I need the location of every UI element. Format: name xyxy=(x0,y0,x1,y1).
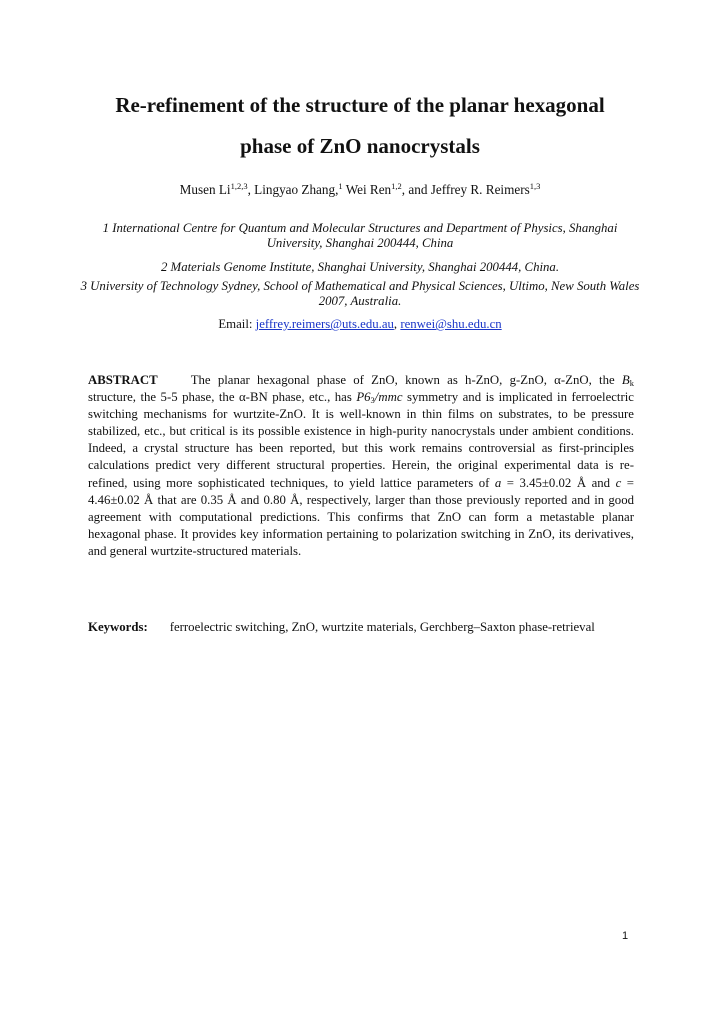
abstract-text: The planar hexagonal phase of ZnO, known as h-ZnO, g-ZnO, α-ZnO, the xyxy=(190,373,622,387)
abstract-var-a: a xyxy=(494,475,502,490)
abstract-var-c: c xyxy=(615,475,622,490)
abstract-space-group-subscript: 3 xyxy=(370,395,375,406)
page-number: 1 xyxy=(622,930,629,942)
abstract-text: symmetry and is implicated in ferroelectric switching mechanisms for wurtzite-ZnO. It is well-known in thin films on substrates, to be pressure stabilized, etc., but critical is its possible existence in high-purity nanocrystals under ambient conditions. Indeed, a crystal structure has been reported, but this work remains controversial as first-principles calculations predict very different structural properties. Herein, the original experimental data is re-refined, using more sophisticated techniques, to yield lattice parameters of xyxy=(88,390,634,490)
author-affiliation-mark: 1,2 xyxy=(391,181,402,191)
abstract-text: = 4.46±0.02 Å that are 0.35 Å and 0.80 Å, respectively, larger than those previously reported and in good agreement with computational predictions. This confirms that ZnO can form a metastable planar hexagonal phase. It provides key information pertaining to polarization switching in ZnO, its derivatives, and general wurtzite-structured materials. xyxy=(88,475,634,558)
affiliation-3: 3 University of Technology Sydney, School of Mathematical and Physical Sciences, Ultimo, New South Wales 2007, Australia. xyxy=(80,279,640,308)
author-separator: , xyxy=(247,182,255,197)
abstract-space-group-rest: /mmc xyxy=(374,390,403,405)
author-list xyxy=(60,182,660,198)
affiliation-1: 1 International Centre for Quantum and Molecular Structures and Department of Physics, Shanghai University, Shanghai 200444, China xyxy=(102,221,618,250)
keywords-heading: Keywords: xyxy=(88,620,148,634)
author-name: Jeffrey R. Reimers xyxy=(430,182,530,197)
email-link-ren[interactable]: renwei@shu.edu.cn xyxy=(400,317,502,331)
author-affiliation-mark: 1 xyxy=(338,181,343,191)
contact-email xyxy=(60,317,660,332)
author-affiliation-mark: 1,2,3 xyxy=(230,181,248,191)
affiliation-2: 2 Materials Genome Institute, Shanghai University, Shanghai 200444, China. xyxy=(160,260,560,274)
author-name: Musen Li xyxy=(179,182,231,197)
abstract-bk-symbol: B xyxy=(621,373,630,387)
author-separator: , and xyxy=(401,182,431,197)
abstract-space-group: P6 xyxy=(356,390,371,405)
abstract-text: = 3.45±0.02 Å and xyxy=(501,475,616,490)
abstract-text: structure, the 5-5 phase, the α-BN phase, etc., has xyxy=(88,390,357,405)
abstract-bk-subscript: k xyxy=(629,378,634,388)
email-label: Email: xyxy=(218,317,256,331)
author-affiliation-mark: 1,3 xyxy=(529,181,541,191)
paper-title-line-1: Re-refinement of the structure of the planar hexagonal xyxy=(115,93,605,117)
email-separator: , xyxy=(393,317,401,331)
email-link-reimers[interactable]: jeffrey.reimers@uts.edu.au xyxy=(255,317,394,331)
author-name: Wei Ren xyxy=(345,182,392,197)
author-name: Lingyao Zhang, xyxy=(254,182,339,197)
abstract-paragraph xyxy=(88,372,634,560)
abstract-heading: ABSTRACT xyxy=(88,373,158,387)
keywords-paragraph xyxy=(88,619,634,636)
paper-title-line-2: phase of ZnO nanocrystals xyxy=(240,134,480,158)
keywords-text: ferroelectric switching, ZnO, wurtzite materials, Gerchberg–Saxton phase-retrieval xyxy=(169,620,595,634)
